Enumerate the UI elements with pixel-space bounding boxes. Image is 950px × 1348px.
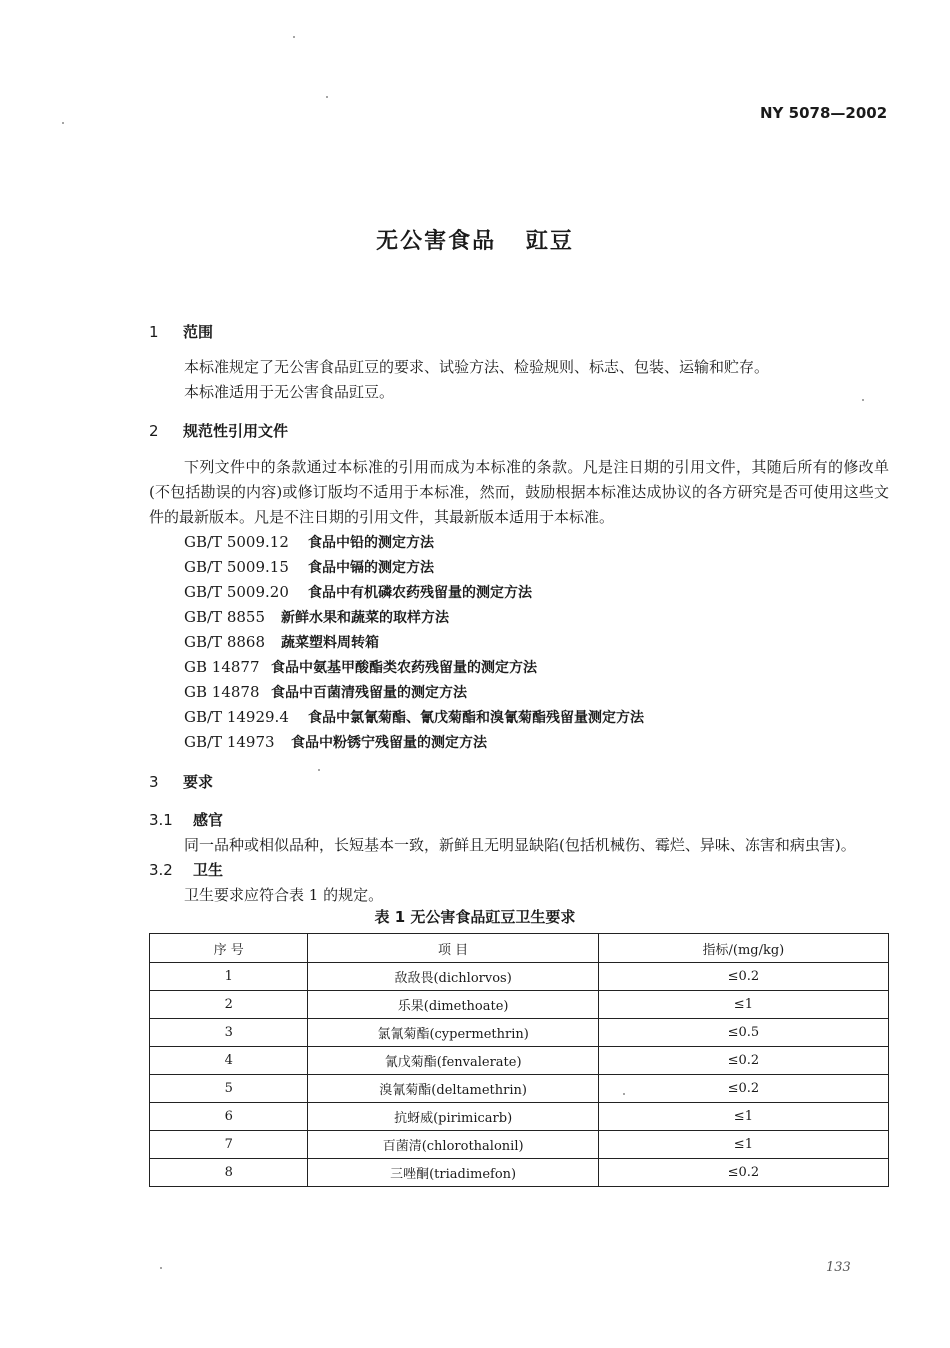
reference-item <box>184 682 467 702</box>
reference-title: 食品中铅的测定方法 <box>308 535 434 551</box>
cell-item: 三唑酮(triadimefon) <box>308 1159 598 1187</box>
table-caption: 表 1 无公害食品豇豆卫生要求 <box>374 908 576 926</box>
section-3-2-heading <box>149 859 223 880</box>
section-3-2-text: 卫生要求应符合表 1 的规定。 <box>184 886 384 904</box>
section-2-number: 2 <box>149 422 159 440</box>
header-serial: 序 号 <box>150 934 308 963</box>
reference-title: 蔬菜塑料周转箱 <box>281 635 379 651</box>
reference-item <box>184 632 379 652</box>
cell-item: 氯氰菊酯(cypermethrin) <box>308 1019 598 1047</box>
header-limit: 指标/(mg/kg) <box>598 934 888 963</box>
cell-serial: 7 <box>150 1131 308 1159</box>
table-row <box>150 1131 889 1159</box>
cell-limit: ≤0.5 <box>598 1019 888 1047</box>
reference-item <box>184 732 487 752</box>
reference-item <box>184 707 644 727</box>
reference-title: 食品中镉的测定方法 <box>308 560 434 576</box>
cell-limit: ≤0.2 <box>598 1047 888 1075</box>
reference-title: 食品中氨基甲酸酯类农药残留量的测定方法 <box>271 660 537 676</box>
section-2-title: 规范性引用文件 <box>183 422 289 440</box>
section-3-2-number: 3.2 <box>149 861 173 879</box>
table-row <box>150 1019 889 1047</box>
scan-speck <box>318 769 320 771</box>
scan-speck <box>62 122 64 124</box>
section-3-number: 3 <box>149 773 159 791</box>
reference-item <box>184 657 537 677</box>
section-3-1-heading <box>149 809 223 830</box>
cell-limit: ≤0.2 <box>598 963 888 991</box>
cell-limit: ≤1 <box>598 1103 888 1131</box>
cell-serial: 1 <box>150 963 308 991</box>
hygiene-requirements-table <box>149 933 889 1187</box>
table-row <box>150 1075 889 1103</box>
cell-serial: 4 <box>150 1047 308 1075</box>
reference-title: 食品中有机磷农药残留量的测定方法 <box>308 585 532 601</box>
cell-serial: 2 <box>150 991 308 1019</box>
scan-speck <box>862 399 864 401</box>
cell-item: 氰戊菊酯(fenvalerate) <box>308 1047 598 1075</box>
reference-code: GB/T 14973 <box>184 733 275 751</box>
reference-code: GB 14878 <box>184 683 260 701</box>
reference-code: GB 14877 <box>184 658 260 676</box>
cell-limit: ≤0.2 <box>598 1075 888 1103</box>
reference-item <box>184 582 532 602</box>
cell-item: 溴氰菊酯(deltamethrin) <box>308 1075 598 1103</box>
scan-speck <box>160 1267 162 1269</box>
cell-serial: 3 <box>150 1019 308 1047</box>
section-2-intro: 下列文件中的条款通过本标准的引用而成为本标准的条款。凡是注日期的引用文件，其随后所有的修改单(不包括勘误的内容)或修订版均不适用于本标准，然而，鼓励根据本标准达成协议的各方研究是否可使用这些文件的最新版本。凡是不注日期的引用文件，其最新版本适用于本标准。 <box>149 458 889 526</box>
reference-title: 食品中氯氰菊酯、氰戊菊酯和溴氰菊酯残留量测定方法 <box>308 710 644 726</box>
table-row <box>150 1047 889 1075</box>
reference-title: 食品中粉锈宁残留量的测定方法 <box>291 735 487 751</box>
section-3-title: 要求 <box>183 773 214 791</box>
reference-title: 食品中百菌清残留量的测定方法 <box>271 685 467 701</box>
reference-code: GB/T 8868 <box>184 633 266 651</box>
section-3-heading <box>149 771 213 792</box>
standard-code: NY 5078—2002 <box>760 104 888 122</box>
reference-item <box>184 532 434 552</box>
table-row <box>150 1103 889 1131</box>
reference-code: GB/T 8855 <box>184 608 266 626</box>
scan-speck <box>623 1093 625 1095</box>
reference-title: 新鲜水果和蔬菜的取样方法 <box>281 610 449 626</box>
section-3-1-text: 同一品种或相似品种，长短基本一致，新鲜且无明显缺陷(包括机械伤、霉烂、异味、冻害和病虫害)。 <box>184 836 856 854</box>
cell-limit: ≤0.2 <box>598 1159 888 1187</box>
section-3-2-title: 卫生 <box>193 861 224 879</box>
reference-item <box>184 607 449 627</box>
reference-code: GB/T 5009.15 <box>184 558 289 576</box>
cell-limit: ≤1 <box>598 991 888 1019</box>
section-1-heading <box>149 321 213 342</box>
section-1-title: 范围 <box>183 323 214 341</box>
reference-item <box>184 557 434 577</box>
cell-limit: ≤1 <box>598 1131 888 1159</box>
cell-item: 敌敌畏(dichlorvos) <box>308 963 598 991</box>
table-header-row <box>150 934 889 963</box>
cell-item: 抗蚜威(pirimicarb) <box>308 1103 598 1131</box>
table-row <box>150 963 889 991</box>
scan-speck <box>326 96 328 98</box>
reference-code: GB/T 5009.12 <box>184 533 289 551</box>
table-row <box>150 1159 889 1187</box>
section-3-1-title: 感官 <box>193 811 224 829</box>
reference-code: GB/T 14929.4 <box>184 708 289 726</box>
scan-speck <box>293 36 295 38</box>
cell-serial: 6 <box>150 1103 308 1131</box>
cell-item: 乐果(dimethoate) <box>308 991 598 1019</box>
section-1-paragraph-1: 本标准规定了无公害食品豇豆的要求、试验方法、检验规则、标志、包装、运输和贮存。 <box>184 358 770 376</box>
section-3-1-number: 3.1 <box>149 811 173 829</box>
section-2-heading <box>149 420 288 441</box>
section-1-paragraph-2: 本标准适用于无公害食品豇豆。 <box>184 383 395 401</box>
page-number: 133 <box>826 1260 851 1275</box>
cell-serial: 8 <box>150 1159 308 1187</box>
header-item: 项 目 <box>308 934 598 963</box>
document-title: 无公害食品 豇豆 <box>376 229 574 254</box>
table-row <box>150 991 889 1019</box>
cell-serial: 5 <box>150 1075 308 1103</box>
reference-code: GB/T 5009.20 <box>184 583 289 601</box>
cell-item: 百菌清(chlorothalonil) <box>308 1131 598 1159</box>
section-1-number: 1 <box>149 323 159 341</box>
